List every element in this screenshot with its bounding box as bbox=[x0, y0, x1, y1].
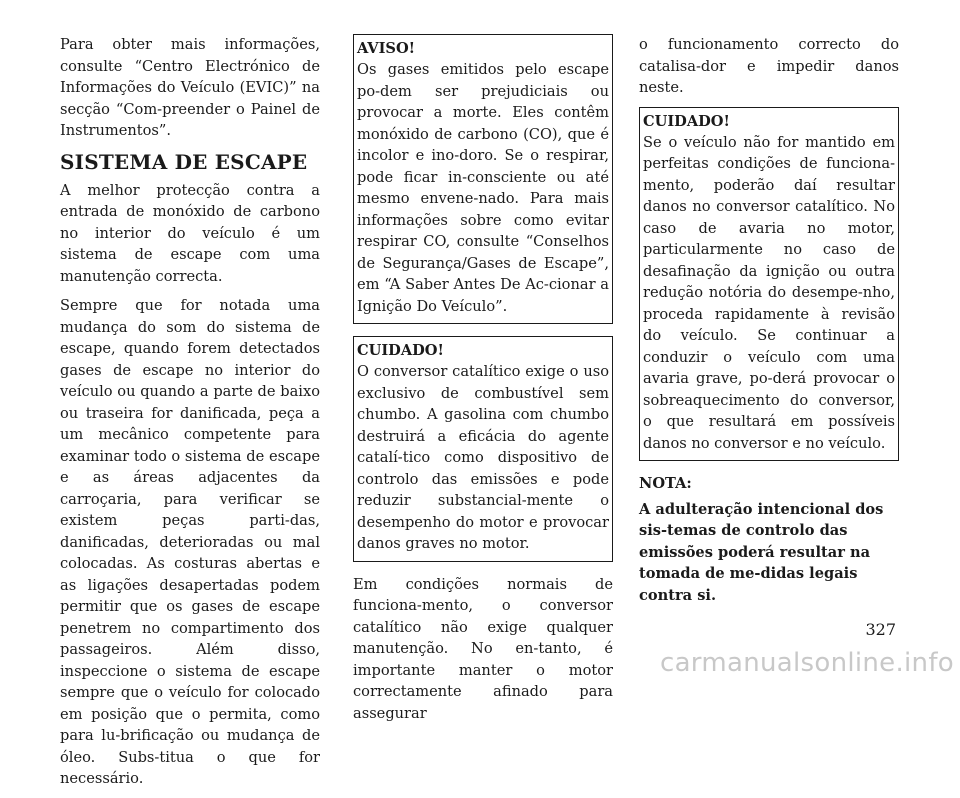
body-paragraph: Em condições normais de funciona-mento, o conversor catalítico não exige qualquer manutenção. No en-tanto, é importante manter o motor correctamente afinado para assegurar bbox=[353, 575, 613, 722]
caution-title: CUIDADO! bbox=[357, 342, 444, 359]
caution-box bbox=[353, 336, 613, 562]
page-number: 327 bbox=[865, 620, 896, 639]
warning-box bbox=[353, 34, 613, 324]
column-left bbox=[60, 34, 320, 798]
caution-box bbox=[639, 107, 899, 462]
body-paragraph-continued: o funcionamento correcto do catalisa-dor e impedir danos neste. bbox=[639, 36, 899, 96]
note-text: A adulteração intencional dos sis-temas de controlo das emissões poderá resultar na tomada de me-didas legais contra si. bbox=[639, 500, 884, 604]
warning-title: AVISO! bbox=[357, 40, 416, 57]
warning-text: Os gases emitidos pelo escape po-dem ser prejudiciais ou provocar a morte. Eles contêm monóxido de carbono (CO), que é incolor e ino-doro. Se o respirar, pode ficar in-consciente ou até mesmo envene-nado. Para mais informações sobre como evitar respirar CO, consulte “Conselhos de Segurança/Gases de Escape”, em “A Saber Antes De Ac-cionar a Ignição Do Veículo”. bbox=[357, 61, 609, 315]
intro-paragraph: Para obter mais informações, consulte “Centro Electrónico de Informações do Veículo (EVIC)” na secção “Com-preender o Painel de Instrumentos”. bbox=[60, 36, 320, 139]
column-right bbox=[639, 34, 899, 606]
column-middle bbox=[353, 34, 613, 732]
body-paragraph: A melhor protecção contra a entrada de monóxido de carbono no interior do veículo é um sistema de escape com uma manutenção correcta. bbox=[60, 181, 320, 285]
caution-text: Se o veículo não for mantido em perfeitas condições de funciona-mento, poderão daí resultar danos no conversor catalítico. No caso de avaria no motor, particularmente no caso de desafinação da ignição ou outra redução notória do desempe-nho, proceda rapidamente à revisão do veículo. Se continuar a conduzir o veículo com uma avaria grave, po-derá provocar o sobreaquecimento do conversor, o que resultará em possíveis danos no conversor e no veículo. bbox=[643, 133, 895, 452]
caution-title: CUIDADO! bbox=[643, 112, 730, 130]
watermark-text: carmanualsonline.info bbox=[659, 648, 954, 678]
caution-text: O conversor catalítico exige o uso exclusivo de combustível sem chumbo. A gasolina com chumbo destruirá a eficácia do agente catalí-tico como dispositivo de controlo das emissões e pode reduzir substancial-mente o desempenho do motor e provocar danos graves no motor. bbox=[357, 363, 609, 552]
note-label: NOTA: bbox=[639, 475, 692, 492]
section-heading: SISTEMA DE ESCAPE bbox=[60, 149, 308, 174]
body-paragraph: Sempre que for notada uma mudança do som do sistema de escape, quando forem detectados gases de escape no interior do veículo ou quando a parte de baixo ou traseira for danificada, peça a um mecânico competente para examinar todo o sistema de escape e as áreas adjacentes da carroçaria, para verificar se existem peças parti-das, danificadas, deterioradas ou mal colocadas. As costuras abertas e as ligações desapertadas podem permitir que os gases de escape penetrem no compartimento dos passageiros. Além disso, inspeccione o sistema de escape sempre que o veículo for colocado em posição que o permita, como para lu-brificação ou mudança de óleo. Subs-titua o que for necessário. bbox=[60, 297, 320, 787]
